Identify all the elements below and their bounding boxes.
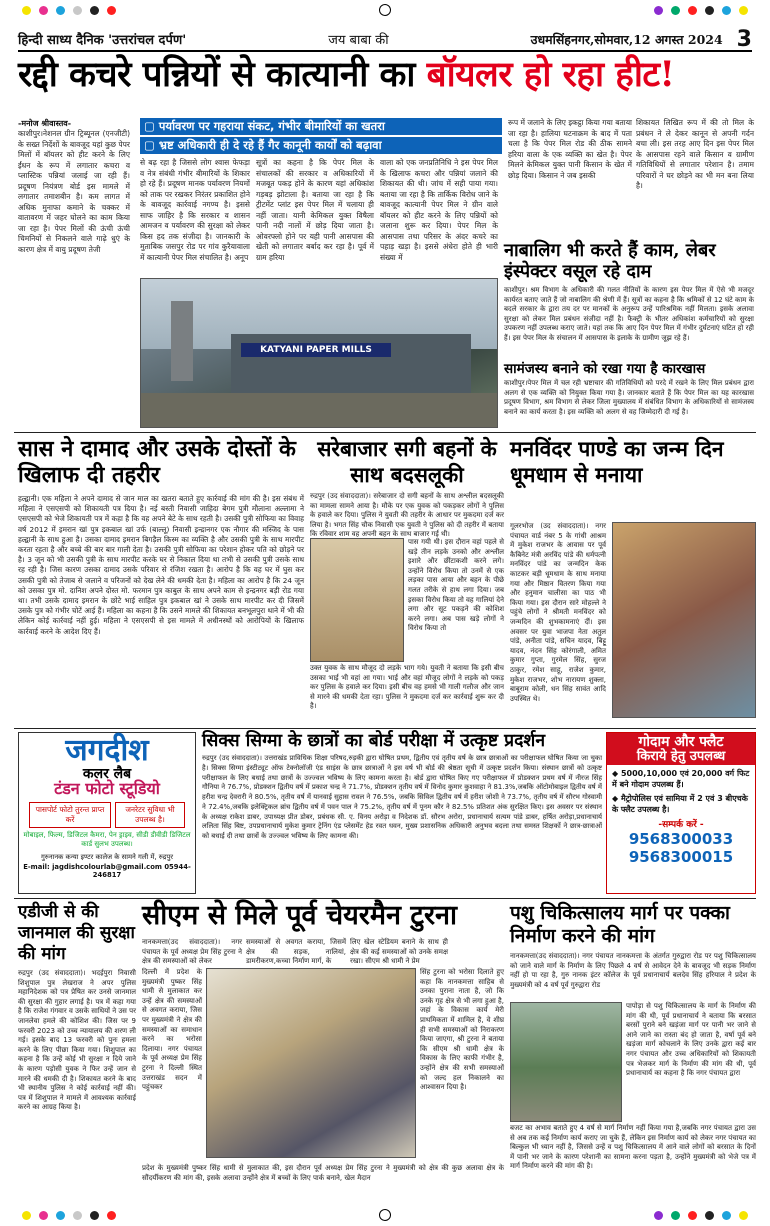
story-vet-road [510,902,756,1202]
rent-phone-2: 9568300015 [628,848,734,867]
dot [73,1211,82,1220]
story-adg [18,902,136,1202]
rent-item-1-text: 5000,10,000 एवं 20,000 वर्ग फिट में बने गोदाम उपलब्ध हैं। [612,769,750,790]
divider [14,432,756,433]
harassment-text: रुद्रपुर (उद संवाददाता)। सरेबाजार दो सगी बहनों के साथ अश्लील बदसलूकी का मामला सामने आया है। मौके पर एक युवक को पकड़कर लोगों ने पुलिस के हवाले कर दिया। पुलिस ने युवती की तहरीर के आधार पर मुकदमा दर्ज कर लिया है। भगत सिंह चौक निवासी एक युवती ने पुलिस को दी तहरीर में बताया कि रविवार शाम वह अपनी बहन के साथ बाजार गई थी। [310,492,504,539]
color-dots-right [654,1211,748,1220]
rent-contact-label: -सम्पर्क करें - [658,820,704,831]
ad-line1: कलर लैब [82,765,132,782]
dot [39,6,48,15]
ad-box-passport: पासपोर्ट फोटो तुरन्त प्राप्त करें [29,802,111,828]
subhead-bar-2: ▢ भ्रष्ट अधिकारी ही दे रहे हैं गैर कानूनी कार्यों को बढ़ावा [140,137,502,154]
dot [107,1211,116,1220]
road-photo [510,1002,622,1122]
ad-rent [606,732,756,894]
lead-headline-part1: रद्दी कचरे पन्नियों से कात्यानी का [18,54,427,95]
dot [722,6,731,15]
dot [107,6,116,15]
dot [22,1211,31,1220]
page-number: 3 [736,26,752,52]
mother-in-law-headline: सास ने दामाद और उसके दोस्तों के खिलाफ दी तहरीर [18,436,296,488]
rent-item-2-text: मैट्रोपोलिस एवं सामिया में 2 एवं 3 बीएचके के फ्लैट उपलब्ध है। [612,794,748,815]
dot [688,6,697,15]
ad-line2: टंडन फोटो स्टूडियो [54,779,160,799]
cm-text: नानकमत्ता(उद संवाददाता)। नगर पंचायत के पूर्व अध्यक्ष प्रेम सिंह टुरना ने क्षेत्र की समस्याओं को लेकर [142,938,242,966]
birthday-photo [612,522,756,718]
ground [141,393,497,427]
rent-item-1: ◆ 5000,10,000 एवं 20,000 वर्ग फिट में बने गोदाम उपलब्ध हैं। [612,769,750,790]
mother-in-law-text: हल्द्वानी। एक महिला ने अपने दामाद से जान माल का खतरा बताते हुए कार्रवाई की मांग की है। इस संबंध में महिला ने एसएसपी को शिकायती पत्र दिया है। नई बस्ती निवासी जाहिदा बेगम पुत्री मौलाना अल्लामा ने एसएसपी को भेजे शिकायती पत्र में कहा है कि वह अपने बेटे के साथ रहती है। उसकी पुत्री सोफिया का विवाह वर्ष 2012 में इमरान खां पुत्र इकबाल खां उर्फ (बाल्लू) निवासी इन्द्रानगर एक नौगार की मस्जिद के पास हल्द्वानी के साथ हुआ है। उसका दामाद इमरान बिगड़ैल किस्म का व्यक्ति है और उसकी पुत्री के साथ मारपीट करता रहता है और बच्चे की बार बार गाली देता है। उसकी पुत्री सोफिया का परेशान होकर पति को छोड़ने पर है। 3 जून को भी उसकी पुत्री के साथ मारपीट करके घर से निकाल दिया था तभी से उसकी पुत्री उसके साथ रह रही है। जिस कारण उसका दामाद उसके परिवार से रंजिश रखता है। आरोप है कि वह घर में घुस कर उसकी पुत्री को तेजाब से जलाने व परिजनों को देख लेने की धमकी देता है। महिला का आरोप है कि 24 जून को उसका पुत्र मो. दानिश अपने दोस्त मो. फरमान पुत्र काबुल के साथ अपने काम से इन्द्रनगर बड़ी रोड गया था। तभी उसके दामाद इमरान के छोटे भाई साहिल पुत्र इकबाल खां ने उसके साथ मारपीट कर दी जिसमें उसके पुत्र को गंभीर चोटें आई हैं। महिला का कहना है कि उसने मामले की शिकायत बनभूलपुरा थाने में भी की लेकिन कोई कार्रवाई नहीं हुई। महिला ने एसएसपी से इस मामले में अधीनस्थों को आरोपियों के खिलाफ कार्रवाई करने के आदेश दिए हैं। [18,494,304,636]
dot [722,1211,731,1220]
adg-text: रुद्रपुर (उद संवाददाता)। भदईपुरा निवासी शिशुपाल पुत्र लेखराज ने अपर पुलिस महानिदेशक को पत्र प्रेषित कर उनसे जानमाल की सुरक्षा की गुहार लगाई है। पत्र में कहा गया है कि राजेश गंगवार व उसके साथियों ने उस पर जानलेवा हमले की कोशिश की। जिस पर 9 फरवरी 2023 को उच्च न्यायालय की शरण ली गई। इसके बाद 13 फरवरी को पुनः हमला करने के लिए पीछा किया गया। शिशुपाल का कहना है कि उन्हें कोई भी सुरक्षा न दिये जाने के कारण पड़ोसी युवक ने फिर उन्हें जान से मारने की धमकी दी है। शिकायत करने के बाद भी स्थानीय पुलिस ने कोई कार्रवाई नहीं की। पत्र में शिशुपाल ने मामले में आवश्यक कार्रवाई करने का आग्रह किया है। [18,969,136,1112]
side-stories [504,232,754,428]
cm-text: प्रदेश के मुख्यमंत्री पुष्कर सिंह धामी से मुलाकात की, इस दौरान पूर्व अध्यक्ष प्रेम सिंह टुरना ने मुख्यमंत्री को क्षेत्र की कुछ अलावा क्षेत्र के सौंदर्यीकरण की मांग की, इसके अलावा उन्होंने क्षेत्र में बच्चों के लिए पार्क बनाने, खेल मैदान [142,1164,504,1182]
color-dots-left [22,1211,116,1220]
story-birthday [510,436,756,726]
harassment-headline: सरेबाजार सगी बहनों के साथ बदसलूकी [317,436,497,487]
dot [22,6,31,15]
birthday-headline: मनविंदर पाण्डे का जन्म दिन धूमधाम से मनाया [510,436,724,487]
ad-address: गुरुनानक कन्या इण्टर कालेज के सामने गली में, रुद्रपुर [40,852,174,861]
dot [73,6,82,15]
story-exam [202,732,602,894]
cm-text: लिए खेल स्टेडियम बनाने के साथ ही क्षेत्र की कई समस्याओं को उनके समक्ष रखा। सीएम श्री धामी ने प्रेम [350,938,448,966]
lead-text: सूत्रों का कहना है कि पेपर मिल के संचालकों की सरकार व अधिकारियों में मजबूत पकड़ होने के कारण यहां अधिकांश गड़बड़ झोटाला है। बताया जा रहा है कि ट्रीटमेंट प्लांट इस पेपर मिल में चलाया ही नहीं जाता। यानी केमिकल युक्त विषैला पानी नदी नालों में छोड़ दिया जाता है। ओवरफ्लो होने पर यही पानी आसपास की खेती को लगातार बर्बाद कर रहा है। पूर्व में ग्राम हरिया [256,158,374,262]
rent-header [607,733,755,765]
cm-headline: सीएम से मिले पूर्व चेयरमैन टुरना [142,900,457,931]
crosshair-icon [379,1209,391,1221]
registration-marks-top [0,3,770,17]
chimney [171,301,193,381]
divider [14,898,756,899]
dot [671,1211,680,1220]
rent-h1: गोदाम और फ्लैट [638,734,724,750]
ad-contact: E-mail: jagdishcolourlab@gmail.com 05944-246817 [23,862,191,879]
dot [654,1211,663,1220]
color-dots-left [22,6,116,15]
lead-text: रूप में जलाने के लिए इकट्ठा किया गया बताया जा रहा है। हालिया घटनाक्रम के बाद में पता चला है कि पेपर मिल रोड की ठीक सामने हरिया वाला के एक व्यक्ति का खेत है। पेपर मिलने केमिकल युक्त पानी किसान के खेत में छोड़ दिया। किसान ने जब इसकी [508,118,632,180]
cm-text: दिल्ली में प्रदेश के मुख्यमंत्री पुष्कर सिंह धामी से मुलाकात कर उन्हें क्षेत्र की समस्याओं से अवगत कराया, जिस पर मुख्यमंत्री ने क्षेत्र की समस्याओं का समाधान करने का भरोसा दिलाया। नगर पंचायत के पूर्व अध्यक्ष प्रेम सिंह टुरना ने दिल्ली स्थित उत्तराखंड सदन में पहुंचकर [142,968,202,1092]
vet-road-headline: पशु चिकित्सालय मार्ग पर पक्का निर्माण करने की मांग [510,902,730,947]
ad-services: मोबाइल, फिल्म, डिजिटल कैमरा, पेन ड्राइव, सीडी डीवीडी डिजिटल कार्ड सुलभ उपलब्ध। [23,830,191,848]
police-illustration [310,538,404,662]
factory-photo [140,278,498,428]
liaison-text: काशीपुर।पेपर मिल में चल रही भ्रष्टाचार की गतिविधियों को परदे में रखने के लिए मिल प्रबंधन द्वारा अलग से एक व्यक्ति को नियुक्त किया गया है। जानकार बताते हैं कि पेपर मिल का यह कारखास प्रदूषण विभाग, श्रम विभाग से लेकर जिला मुख्यालय में संबंधित विभाग के अधिकारियों से सामंजस्य बनाने का कार्य करता है। इस व्यक्ति को अलग से वह जिम्मेदारी दी गई है। [504,379,754,416]
masthead-text: हिन्दी साध्य दैनिक 'उत्तरांचल दर्पण' [18,33,187,48]
rent-item-2: ◆ मैट्रोपोलिस एवं सामिया में 2 एवं 3 बीएचके के फ्लैट उपलब्ध है। [612,794,748,815]
lead-text: शिकायत लिखित रूप में की तो मिल के प्रबंधन ने ले देकर कानून से अपनी गर्दन बचा ली। इस तरह आए दिन इस पेपर मिल के आसपास रहने वाले किसान व ग्रामीण गतिविधियों से लगातार परेशान है। तमाम परिवारों ने घर छोड़ने का भी मन बना लिया है। [636,118,754,190]
vet-road-text: नानकमत्ता(उद संवाददाता)। नगर पंचायत नानकमत्ता के अंतर्गत गुरुद्वारा रोड पर पशु चिकित्सालय को जाने वाले मार्ग के निर्माण के लिए पिछले 4 वर्ष से आवेदन देने के बावजूद भी सड़क निर्माण नहीं हो पा रहा है, गुरु नानक इंटर कॉलेज के पूर्व प्रधानाचार्य बलदेव सिंह हरियाल ने प्रदेश के मुख्यमंत्री को 4 वर्ष पूर्व गुरुद्वारा रोड [510,952,756,989]
author-byline: -मनोज श्रीवास्तव- [18,119,72,128]
rent-phone-1: 9568300033 [628,830,734,849]
color-dots-right [654,6,748,15]
factory-sign: KATYANI PAPER MILLS [241,343,391,357]
dot [39,1211,48,1220]
dot [739,6,748,15]
cm-text: सिंह टुरना को भरोसा दिलाते हुए कहा कि नानकमत्ता साहिब से उनका पुराना नाता है, जो कि उनके गृह क्षेत्र से भी लगा हुआ है, जहां के विकास कार्य मेरी प्राथमिकता में शामिल है, वे शीघ्र ही सभी समस्याओं को निराकरण किया जाएगा, श्री टुरना ने बताया कि सीएम श्री धामी क्षेत्र के विकास के लिए काफी गंभीर है, उन्होंने क्षेत्र की सभी समस्याओं को जल्द हल निकालने का आश्वासन दिया है। [420,968,504,1092]
cm-meeting-photo [206,968,416,1158]
birthday-text: गूलरभोज (उद संवाददाता)। नगर पंचायत वार्ड नंबर 5 के गांधी आश्रम में मुकेश राजभर के आवास पर पूर्व कैबिनेट मंत्री अरविंद पांडे की धर्मपत्नी मनविंदर पांडे का जन्मदिन केक काटकर बड़ी धूमधाम के साथ मनाया गया और मिष्ठान वितरण किया गया और हनुमान चालीसा का पाठ भी किया गया। इस दौरान सारे मोहल्ले ने पहुंचे लोगों ने श्रीमती मनविंदर को जन्मदिन की शुभकामनाएं दीं। इस अवसर पर युवा भाजपा नेता अतुल पांडे, अनीता पांडे, सचिन यादव, बिट्टू यादव, नंदन सिंह कोरंगाली, अमित कुमार गुप्ता, गुरमेल सिंह, सुरज ठाकुर, रमेश साहू, राजेश कुमार, मुकेश राजभर, शोभ नारायण शुक्ला, बाबूराम कोली, धन सिंह सावंत आदि उपस्थित थे। [510,522,606,703]
dot [705,1211,714,1220]
story-mother-in-law [18,436,304,726]
adg-headline: एडीजी से की जानमाल की सुरक्षा की मांग [18,902,135,964]
dot [90,6,99,15]
ad-box-generator: जनरेटर सुविधा भी उपलब्ध है। [115,802,185,828]
dot [705,6,714,15]
divider [14,728,756,729]
dot [688,1211,697,1220]
vet-road-text: बजट का अभाव बताते हुए 4 वर्ष से मार्ग निर्माण नहीं किया गया है,जबकि नगर पंचायत द्वारा उस से अब तक कई निर्माण कार्य कराए जा चुके हैं, लेकिन इस निर्माण कार्य को लेकर नगर पंचायत का बिल्कुल भी ध्यान नहीं है, जिससे उन्हें व पशु चिकित्सालय में आने वाले लोगों को बरसात के दिनों में पानी भर जाने के कारण परेशानी का सामना करना पड़ता है, उन्होंने मुख्यमंत्री को भेजे पत्र में मार्ग निर्माण करने की मांग की है। [510,1124,756,1171]
header-slogan: जय बाबा की [328,33,389,48]
header-dateline: उधमसिंहनगर,सोमवार,12 अगस्त 2024 [530,31,723,47]
harassment-text: पास गयी थी। इस दौरान वहां पहले से खड़े तीन लड़के उनको और अश्लील इशारे और छींटाकशी करने लगे। उन्होंने विरोध किया तो उनमें से एक लड़का पास आया और बहन के पीछे गलत तरीके से हाथ लगा दिया। जब इसका विरोध किया तो वह गालियां देने लगा और सूट पकड़ने की कोशिश करने लगा। अब पास खड़े लोगों ने विरोध किया तो [408,538,504,633]
dot [56,1211,65,1220]
dot [671,6,680,15]
lead-headline-part2: बॉयलर हो रहा हीट! [426,54,675,95]
exam-headline: सिक्स सिग्मा के छात्रों का बोर्ड परीक्षा में उत्कृष्ट प्रदर्शन [202,731,546,751]
registration-marks-bottom [0,1208,770,1222]
ad-brand: जगदीश [65,733,149,768]
dot [654,6,663,15]
lead-text: से बढ़ रहा है जिससे लोग श्वास फेफड़ा व नेत्र संबंधी गंभीर बीमारियों के शिकार हो रहे हैं। प्रदूषण मानक पर्यावरण नियमों को ताक पर रखकर निरंतर प्रकाशित होने के बावजूद कार्रवाई नगण्य है। इससे साफ जाहिर है कि सरकार व शासन आमजन व पर्यावरण की सुरक्षा को लेकर किस हद तक संजीदा है। जानकारी के मुताबिक जसपुर रोड पर गांव कुरैयावाला में कात्यानी पेपर मिल संचालित है। अनूप [140,158,250,262]
page-header [18,28,752,52]
rent-h2: किराये हेतु उपलब्ध [636,748,726,764]
dot [56,6,65,15]
subhead-bars [140,118,502,154]
lead-text: वाला को एक जनप्रतिनिधि ने इस पेपर मिल के खिलाफ कचरा और पन्नियां जलाने की शिकायत की थी। जांच में सही पाया गया। बताया जा रहा है कि तार्किक विरोध जाने के बावजूद कात्यानी पेपर मिल ने ग्रीन वाले बॉयलर को हीट करने के लिए पन्नियों को जलाना शुरू कर दिया। पेपर मिल के आसपास तथा परिसर के अंदर कचरे का पहाड़ खड़ा है। इससे अंधेरा होते ही भारी संख्या में [380,158,498,262]
story-harassment [310,436,504,726]
lead-headline [18,54,756,115]
story-cm [142,902,504,1202]
dot [739,1211,748,1220]
harassment-text: उक्त युवक के साथ मौजूद दो लड़के भाग गये। युवती ने बताया कि इसी बीच उसका भाई भी वहां आ गया। भाई और वहां मौजूद लोगों ने लड़के को पकड़ कर पुलिस के हवाले कर दिया। इसी बीच वह हमसे भी गाली गलौज और जान से मारने की धमकी देता रहा। पुलिस ने मुकदमा दर्ज कर कार्रवाई शुरू कर दी है। [310,664,504,711]
subhead-1: पर्यावरण पर गहराया संकट, गंभीर बीमारियों का खतरा [158,119,385,133]
vet-road-text: पापोड़ा से पशु चिकित्सालय के मार्ग के निर्माण की मांग की थी, पूर्व प्रधानाचार्य ने बताया कि बरसात बरसों पुराने बने खड़ंजा मार्ग पर पानी भर जाने से आने जाने का रास्ता बंद हो जाता है, वर्षा पूर्व बने खड़ंजा मार्ग कोचलाने के लिए उनके द्वारा कई बार नगर पंचायत और उच्च अधिकारियों को शिकायती पत्र भेजकर मार्ग के निर्माण की मांग की थी, पूर्व प्रधानाचार्य का कहना है कि नगर पंचायत द्वारा [626,1002,756,1078]
cm-text: समस्याओं से अवगत कराया, जिसमें क्षेत्र की सड़क, नालियां, डामरीकरण,कच्चा निर्माण मार्ग, के [246,938,346,966]
crosshair-icon [379,4,391,16]
lead-col-1 [18,118,130,318]
child-labour-text: काशीपुर। श्रम विभाग के अधिकारी की गलत नीतियों के कारण इस पेपर मिल में ऐसे भी मजदूर कार्यरत बताए जाते हैं जो नाबालिग की श्रेणी में हैं। सूत्रों का कहना है कि श्रमिकों से 12 घंटे काम के बदले सरकार के द्वारा तय दर पर मानकों के अनुरूप उन्हें पारिश्रमिक नहीं मिलता। इसके अलावा सुरक्षा को लेकर मिल प्रबंधन संजीदा नहीं है। फैक्ट्री के भीतर अधिकांश कर्मचारियों को सुरक्षा उपकरण नहीं उपलब्ध कराए जाते। यहां तक कि आए दिन पेपर मिल में गंभीर दुर्घटनाएं घटित हो रही हैं। इस पेपर मिल के संचालन में आसपास के इलाके के ग्रामीण जूझ रहे हैं। [504,286,754,342]
dot [90,1211,99,1220]
subhead-bar-1: ▢ पर्यावरण पर गहराया संकट, गंभीर बीमारियों का खतरा [140,118,502,135]
lead-text: काशीपुर।नेशनल ग्रीन ट्रिब्यूनल (एनजीटी) के सख्त निर्देशों के बावजूद यहां कुछ पेपर मिलों में बॉयलर को हीट करने के लिए ईंधन के रूप में लगातार कचरा व प्लास्टिक पन्नियां जलाई जा रही हैं। प्रदूषण नियंत्रण बोर्ड इस मामले में लगातार तमाशबीन है। कम लागत में अधिक मुनाफा कमाने के चक्कर में वातावरण में जहर घोलने का काम किया जा रहा है। पेपर मिलों की ऊंची ऊंची चिमनियों से निकलने वाले गाढ़े धुएं के कारण क्षेत्र में वायु प्रदूषण तेजी [18,129,130,254]
liaison-headline: सामंजस्य बनाने को रखा गया है कारखास [504,361,706,377]
exam-text: रुद्रपुर (उद संवाददाता)। उत्तराखंड प्राविधिक शिक्षा परिषद,रुड़की द्वारा घोषित प्रथम, द्वितीय एवं तृतीय वर्ष के छात्र छात्राओं का परीक्षाफल घोषित किया जा चुका है। सिक्स सिग्मा इंस्टीट्यूट ऑफ टेक्नोलॉजी एंड साइंस के छात्र छात्राओं ने इस वर्ष भी बोर्ड की श्रेष्ठता सूची में उत्कृष्ट प्रदर्शन किया। संस्थान छात्रों को उत्कृष्ट परीक्षाफल के लिए बधाई तथा छात्रों के उज्ज्वल भविष्य के लिए कामना करता है। बोर्ड द्वारा घोषित किए गए परीक्षाफल में प्रोडक्शन प्रथम वर्ष में नीरज सिंह गौनिया ने 76.7%, प्रोडक्शन द्वितीय वर्ष में प्रकाश चन्द्र ने 71.7%, प्रोडक्शन तृतीय वर्ष में विनोद कुमार कुशवाहा ने 81.3%,जबकि ऑटोमोबाइल द्वितीय वर्ष में हरीश चन्द्र देवरारी ने 80.5%, तृतीय वर्ष में यानवाई सुहास रावल ने 76.5%, जबकि सिविल द्वितीय वर्ष में हरीश जोशी ने 73.7%, तृतीय वर्ष में सौरभ गोस्वामी ने 72.4%,जबकि इलेक्ट्रिकल ब्रांच द्वितीय वर्ष में पवन पाल ने 75.2%, तृतीय वर्ष में पूनम कौर ने 82.5% प्रतिशत अंक सुरक्षित किए। इस अवसर पर संस्थान के अध्यक्ष राकेश डाबर, उपाध्यक्ष प्रीत डोबर, प्रबंधक सी. ए. विनय अरोड़ा व निदेशक डॉ. सौरभ अरोरा, प्रधानाचार्य सत्यम पांडे डाबर, हर्षित अरोड़ा,प्रधानाचार्य ललिता सिंह बिष्ट, उपप्रधानाचार्य मुकेश कुमार ट्रेनिंग एंड प्लेसमेंट हेड रवत धवन, मुख्य प्रशासनिक अधिकारी अनुभव बदला तथा समस्त शिक्षकों ने छात्र-छात्राओं को बधाई दी तथा छात्रों के उज्ज्वल भविष्य के लिए कामना की। [202,754,602,840]
subhead-2: भ्रष्ट अधिकारी ही दे रहे हैं गैर कानूनी कार्यों को बढ़ावा [158,138,382,152]
child-labour-headline: नाबालिग भी करते हैं काम, लेबर इंस्पेक्टर वसूल रहे दाम [504,240,716,282]
ad-jagdish [18,732,196,894]
